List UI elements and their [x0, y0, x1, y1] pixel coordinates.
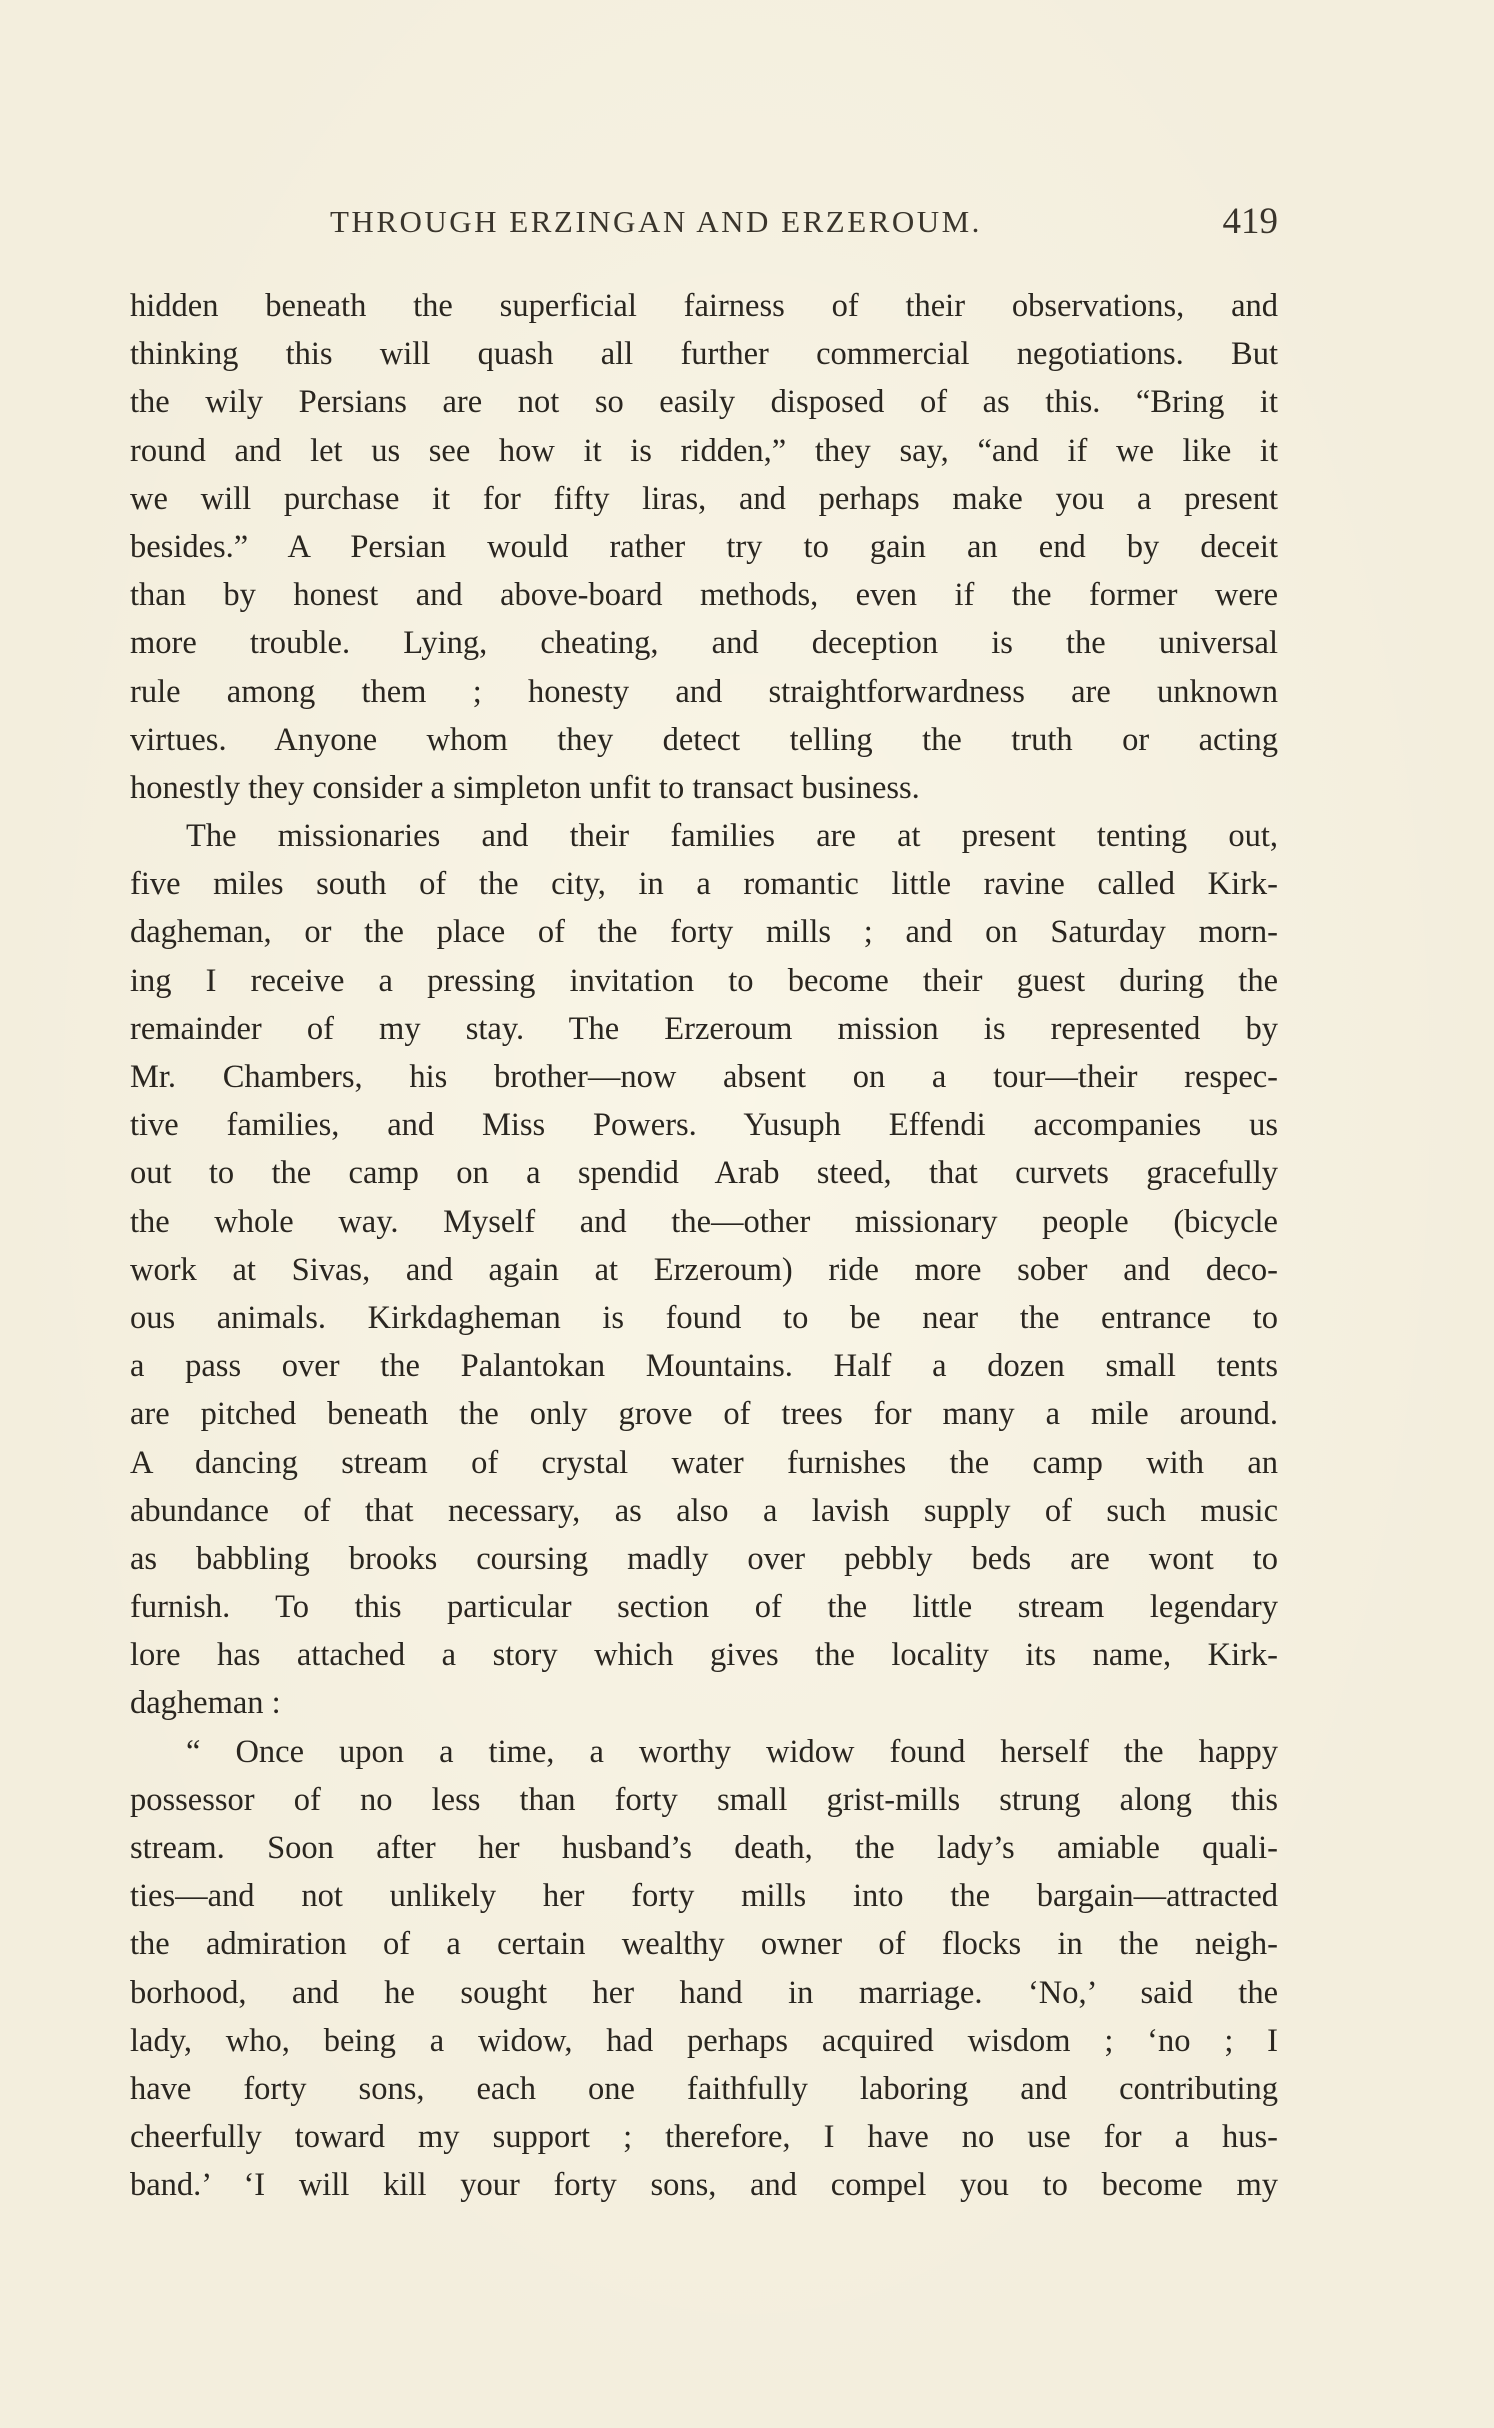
text-line: five miles south of the city, in a romantic little ravine called Kirk-: [130, 866, 1278, 903]
page-number: 419: [1222, 201, 1278, 242]
text-line: borhood, and he sought her hand in marriage. ‘No,’ said the: [130, 1974, 1278, 2011]
running-title: THROUGH ERZINGAN AND ERZEROUM.: [330, 204, 982, 239]
text-line: honestly they consider a simpleton unfit to transact business.: [130, 769, 920, 806]
paragraph-start-line: “ Once upon a time, a worthy widow found herself the happy: [186, 1733, 1278, 1770]
text-line: besides.” A Persian would rather try to gain an end by deceit: [130, 528, 1278, 565]
text-line: stream. Soon after her husband’s death, the lady’s amiable quali-: [130, 1830, 1278, 1866]
text-line: work at Sivas, and again at Erzeroum) ride more sober and deco-: [130, 1251, 1278, 1288]
text-line: ties—and not unlikely her forty mills into the bargain—attracted: [130, 1878, 1278, 1915]
text-line: band.’ ‘I will kill your forty sons, and compel you to become my: [130, 2167, 1278, 2204]
text-line: the admiration of a certain wealthy owner of flocks in the neigh-: [130, 1926, 1278, 1963]
text-line: abundance of that necessary, as also a lavish supply of such music: [130, 1492, 1278, 1529]
text-line: cheerfully toward my support ; therefore, I have no use for a hus-: [130, 2119, 1278, 2156]
paragraph-start-line: The missionaries and their families are at present tenting out,: [186, 818, 1278, 855]
text-line: we will purchase it for fifty liras, and perhaps make you a present: [130, 480, 1278, 517]
text-line: hidden beneath the superficial fairness of their observations, and: [130, 288, 1278, 324]
text-line: are pitched beneath the only grove of trees for many a mile around.: [130, 1396, 1278, 1433]
text-line: the whole way. Myself and the—other missionary people (bicycle: [130, 1203, 1278, 1240]
text-line: lore has attached a story which gives the locality its name, Kirk-: [130, 1637, 1278, 1674]
text-line: lady, who, being a widow, had perhaps acquired wisdom ; ‘no ; I: [130, 2022, 1278, 2059]
text-line: the wily Persians are not so easily disposed of as this. “Bring it: [130, 384, 1278, 421]
text-line: dagheman, or the place of the forty mills ; and on Saturday morn-: [130, 914, 1278, 951]
text-line: than by honest and above-board methods, even if the former were: [130, 577, 1278, 614]
text-line: round and let us see how it is ridden,” they say, “and if we like it: [130, 432, 1278, 469]
text-line: rule among them ; honesty and straightforwardness are unknown: [130, 673, 1278, 710]
text-line: dagheman :: [130, 1685, 281, 1722]
text-line: furnish. To this particular section of the little stream legendary: [130, 1589, 1278, 1626]
text-line: a pass over the Palantokan Mountains. Half a dozen small tents: [130, 1348, 1278, 1385]
text-line: tive families, and Miss Powers. Yusuph Effendi accompanies us: [130, 1107, 1278, 1144]
text-line: A dancing stream of crystal water furnishes the camp with an: [130, 1444, 1278, 1481]
text-line: virtues. Anyone whom they detect telling the truth or acting: [130, 721, 1278, 758]
text-line: have forty sons, each one faithfully laboring and contributing: [130, 2070, 1278, 2107]
text-line: thinking this will quash all further commercial negotiations. But: [130, 336, 1278, 373]
text-line: more trouble. Lying, cheating, and deception is the universal: [130, 625, 1278, 662]
body-text: [130, 282, 1278, 2210]
text-line: ous animals. Kirkdagheman is found to be near the entrance to: [130, 1299, 1278, 1336]
text-line: as babbling brooks coursing madly over pebbly beds are wont to: [130, 1540, 1278, 1577]
running-head: [130, 200, 1278, 250]
text-line: ing I receive a pressing invitation to become their guest during the: [130, 962, 1278, 999]
text-line: remainder of my stay. The Erzeroum mission is represented by: [130, 1010, 1278, 1047]
text-line: out to the camp on a spendid Arab steed, that curvets gracefully: [130, 1155, 1278, 1192]
text-line: possessor of no less than forty small grist-mills strung along this: [130, 1781, 1278, 1818]
text-line: Mr. Chambers, his brother—now absent on a tour—their respec-: [130, 1059, 1278, 1095]
